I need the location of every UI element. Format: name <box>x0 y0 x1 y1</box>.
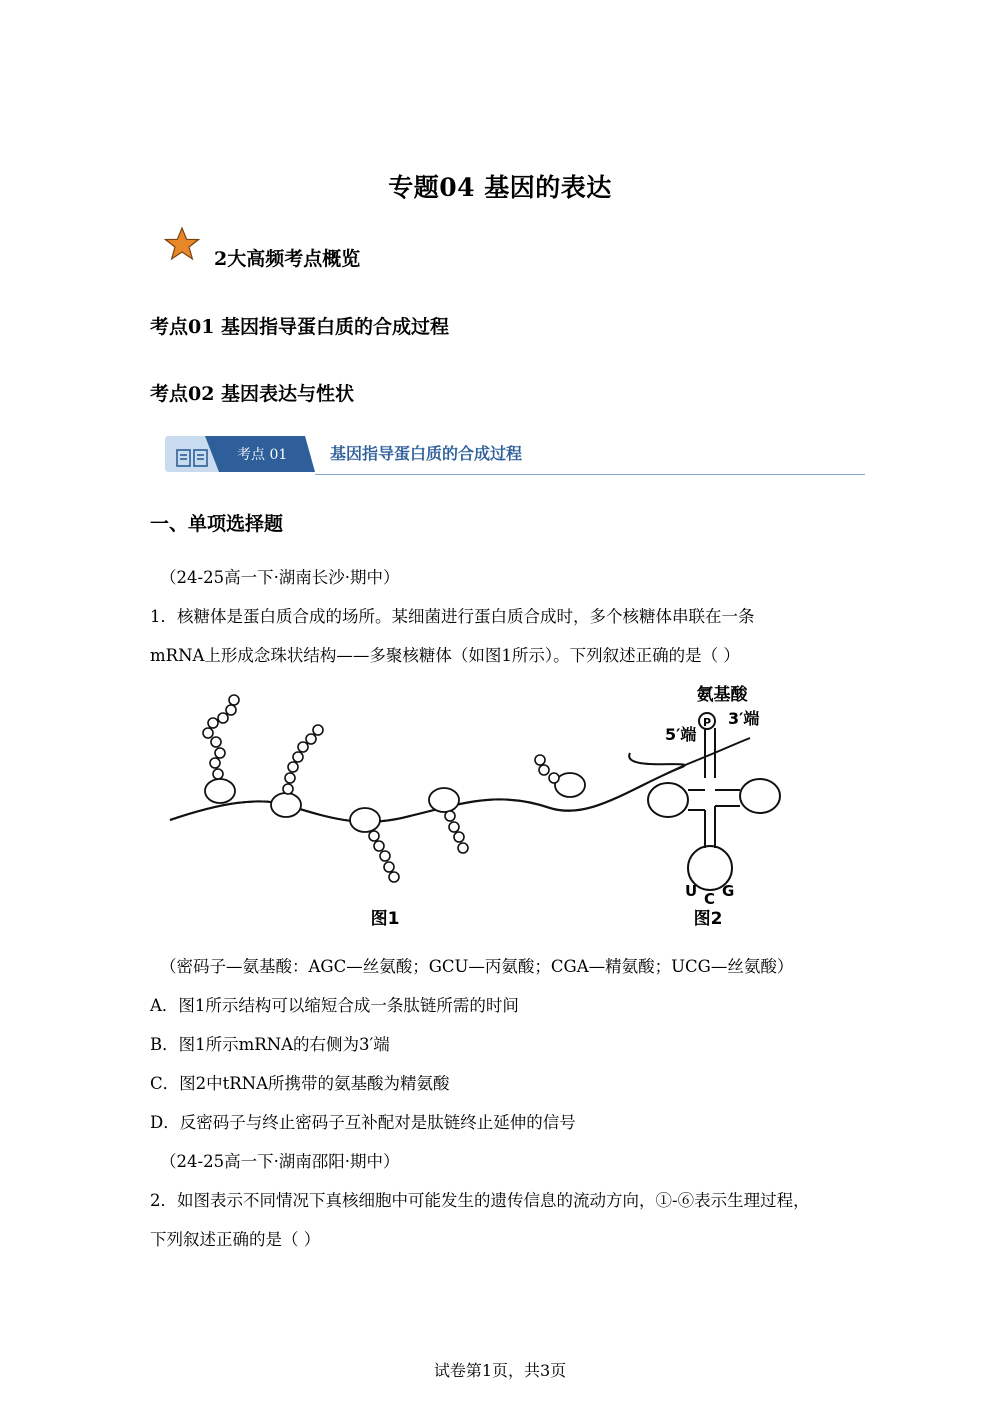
question-1-figure <box>160 678 810 936</box>
question-1-note: （密码子—氨基酸：AGC—丝氨酸；GCU—丙氨酸；CGA—精氨酸；UCG—丝氨酸） <box>160 957 794 976</box>
question-2-source: （24-25高一下·湖南邵阳·期中） <box>160 1152 400 1171</box>
page-footer: 试卷第1页，共3页 <box>433 1361 567 1380</box>
peptide-chain-beads <box>203 695 559 882</box>
figure-1-caption: 图1 <box>370 909 400 929</box>
figure-2-label-p: P <box>703 716 712 729</box>
anticodon-u: U <box>685 882 698 900</box>
figure-2-label-5end: 5′端 <box>665 725 697 744</box>
anticodon-c: C <box>704 890 716 908</box>
question-2-stem-line1: 2．如图表示不同情况下真核细胞中可能发生的遗传信息的流动方向，①-⑥表示生理过程， <box>150 1191 810 1210</box>
section-banner <box>165 434 870 478</box>
key-point-2: 考点02 基因表达与性状 <box>150 383 355 405</box>
page-title: 专题04 基因的表达 <box>388 173 612 202</box>
overview-heading: 2大高频考点概览 <box>214 248 361 270</box>
anticodon-g: G <box>722 882 735 900</box>
polyribosome-diagram <box>170 738 750 822</box>
question-1-stem-line2: mRNA上形成念珠状结构——多聚核糖体（如图1所示）。下列叙述正确的是（ ） <box>150 646 740 665</box>
question-1-source: （24-25高一下·湖南长沙·期中） <box>160 568 400 587</box>
figure-2-label-amino-acid: 氨基酸 <box>696 685 748 705</box>
banner-tab-label: 考点 01 <box>237 447 288 463</box>
banner-underline <box>315 474 865 475</box>
question-2-stem-line2: 下列叙述正确的是（ ） <box>150 1230 321 1249</box>
question-1-option-d: D．反密码子与终止密码子互补配对是肽链终止延伸的信号 <box>150 1113 576 1132</box>
section-heading: 一、单项选择题 <box>150 513 284 535</box>
question-1-stem-line1: 1．核糖体是蛋白质合成的场所。某细菌进行蛋白质合成时，多个核糖体串联在一条 <box>150 607 755 626</box>
key-point-1: 考点01 基因指导蛋白质的合成过程 <box>150 316 450 338</box>
figure-2-label-3end: 3′端 <box>728 709 760 728</box>
banner-title: 基因指导蛋白质的合成过程 <box>330 444 523 463</box>
question-1-option-c: C．图2中tRNA所携带的氨基酸为精氨酸 <box>150 1074 450 1093</box>
star-icon <box>164 226 200 262</box>
question-1-option-b: B．图1所示mRNA的右侧为3′端 <box>150 1035 390 1054</box>
figure-2-caption: 图2 <box>693 909 723 929</box>
question-1-option-a: A．图1所示结构可以缩短合成一条肽链所需的时间 <box>150 996 519 1015</box>
